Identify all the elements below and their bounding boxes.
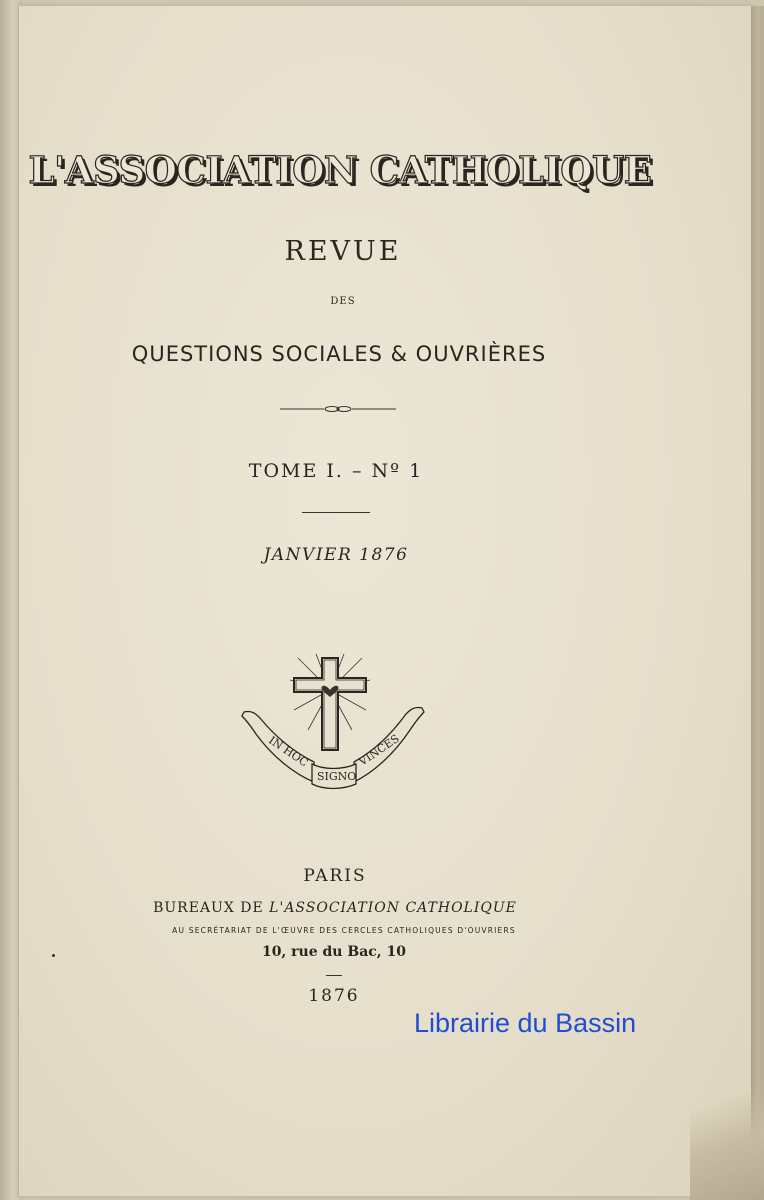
torn-corner xyxy=(690,1060,764,1200)
divider-short-rule xyxy=(326,975,342,976)
seller-watermark: Librairie du Bassin xyxy=(414,1008,637,1038)
ink-speck xyxy=(52,954,55,957)
subtitle-topic: QUESTIONS SOCIALES & OUVRIÈRES xyxy=(131,342,547,366)
subtitle-revue: REVUE xyxy=(284,236,402,267)
imprint-secretariat: AU SECRÉTARIAT DE L'ŒUVRE DES CERCLES CATHOLIQUES D'OUVRIERS xyxy=(172,926,516,935)
imprint-address: 10, rue du Bac, 10 xyxy=(261,944,407,960)
motto-right: VINCES xyxy=(356,732,402,769)
divider-rule xyxy=(302,512,370,513)
decorative-rule-ornament xyxy=(280,402,396,416)
motto-left: IN HOC xyxy=(266,733,311,770)
issue-date: JANVIER 1876 xyxy=(263,545,409,565)
subtitle-connector: DES xyxy=(330,296,356,307)
volume-number: TOME I. – Nº 1 xyxy=(248,460,424,482)
journal-title: L'ASSOCIATION CATHOLIQUE xyxy=(28,148,652,192)
imprint-city: PARIS xyxy=(303,866,367,886)
bureaux-prefix: BUREAUX DE xyxy=(153,900,270,916)
motto-center: SIGNO xyxy=(317,770,357,783)
cross-emblem xyxy=(238,650,428,795)
imprint-bureaux xyxy=(0,900,670,916)
bureaux-name: L'ASSOCIATION CATHOLIQUE xyxy=(269,900,517,916)
imprint-year: 1876 xyxy=(308,986,360,1006)
